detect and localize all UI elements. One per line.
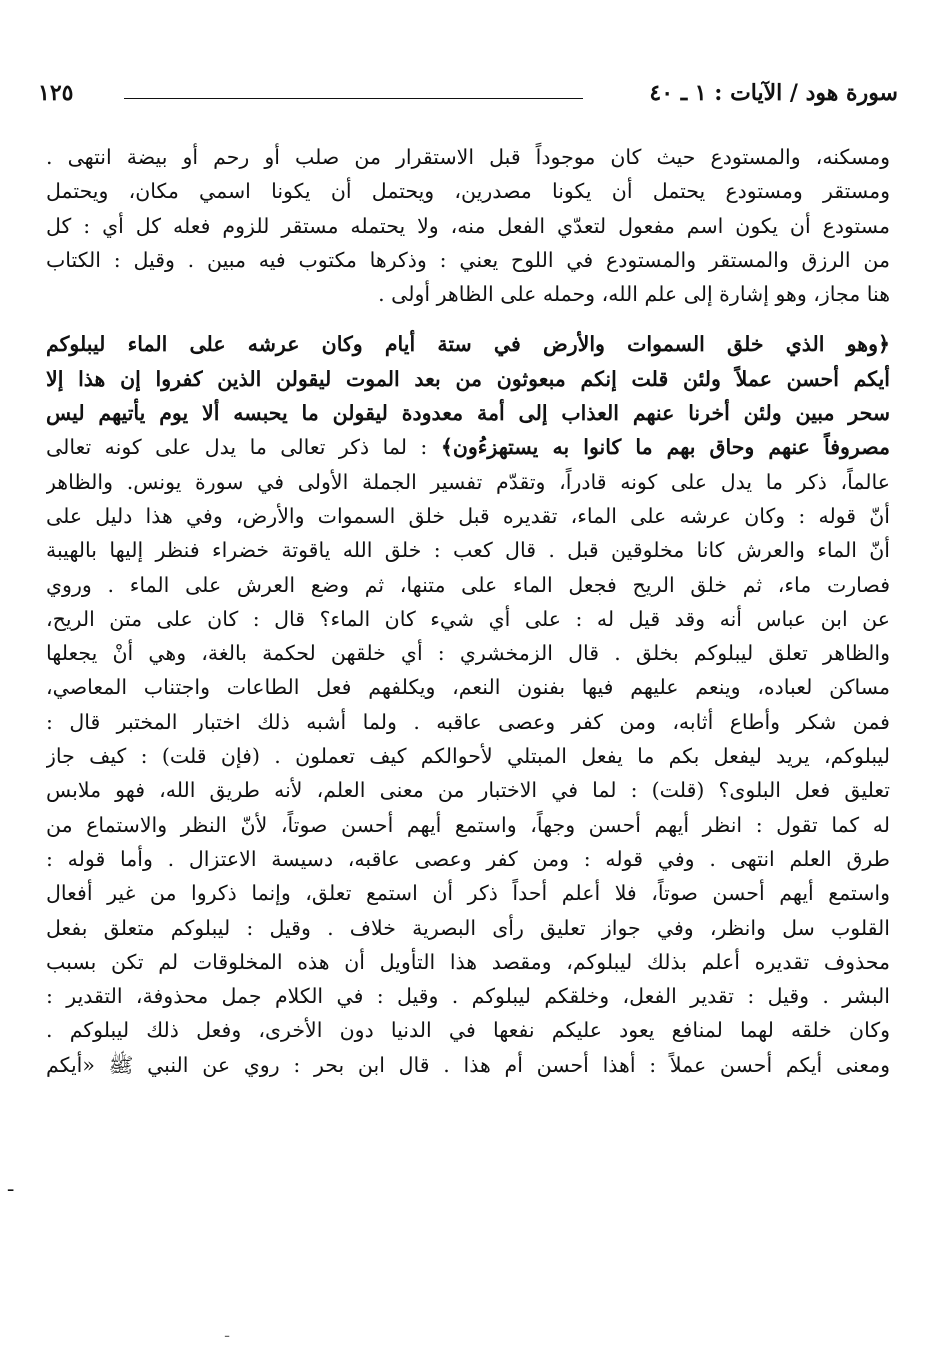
paragraph-1 — [46, 140, 890, 311]
text-line: مساكن لعباده، وينعم عليهم فيها بفنون النعم، ويكلفهم فعل الطاعات واجتناب المعاصي، — [46, 675, 890, 700]
page-number: ١٢٥ — [38, 80, 74, 106]
text-line: ومعنى أيكم أحسن عملاً : أهذا أحسن أم هذا . قال ابن بحر : روي عن النبي ﷺ «أيكم — [46, 1052, 890, 1077]
text-line: واستمع أيهم أحسن صوتاً، فلا أعلم أحداً ذكر أن استمع تعلق، وإنما ذكروا من غير أفعال — [46, 881, 890, 906]
body-text — [46, 140, 890, 1082]
scan-speck: ـ — [225, 1325, 230, 1341]
text-line: عالماً، ذكر ما يدل على كونه قادراً، وتقدّم تفسير الجملة الأولى في سورة يونس. والظاهر — [46, 469, 890, 494]
text-line: ومسكنه، والمستودع حيث كان موجوداً قبل الاستقرار من صلب أو رحم أو بيضة انتهى . — [46, 145, 890, 169]
header-title: سورة هود / الآيات : ١ ـ ٤٠ — [649, 80, 898, 106]
text-line: القلوب سل وانظر، وفي جواز تعليق رأى البصرية خلاف . وقيل : ليبلوكم متعلق بفعل — [46, 915, 890, 940]
header-rule — [124, 98, 583, 99]
paragraph-2 — [46, 327, 890, 1082]
text-line: وكان خلقه لهما لمنافع يعود عليكم نفعها في الدنيا دون الأخرى، وفعل ذلك ليبلوكم . — [46, 1018, 890, 1043]
verse-line: ﴿وهو الذي خلق السموات والأرض في ستة أيام وكان عرشه على الماء ليبلوكم — [46, 332, 890, 357]
text-line: والظاهر تعلق ليبلوكم بخلق . قال الزمخشري : أي خلقهن لحكمة بالغة، وهي أنْ يجعلها — [46, 641, 890, 666]
commentary-fragment: : لما ذكر تعالى ما يدل على كونه تعالى — [46, 435, 441, 460]
text-line: فصارت ماء، ثم خلق الريح فجعل الماء على متنها، ثم وضع العرش على الماء . وروي — [46, 572, 890, 597]
verse-fragment: مصروفاً عنهم وحاق بهم ما كانوا به يستهزءُون﴾ — [440, 435, 890, 460]
text-line: ومستقر ومستودع يحتمل أن يكونا مصدرين، ويحتمل أن يكونا اسمي مكان، ويحتمل — [46, 179, 890, 204]
text-line: أنّ قوله : وكان عرشه على الماء، تقديره قبل خلق السموات والأرض، وفي هذا دليل على — [46, 503, 890, 528]
verse-line: سحر مبين ولئن أخرنا عنهم العذاب إلى أمة معدودة ليقولن ما يحبسه ألا يوم يأتيهم ليس — [46, 401, 890, 426]
text-line: تعليق فعل البلوى؟ (قلت) : لما في الاختبار من معنى العلم، لأنه طريق الله، فهو ملابس — [46, 778, 890, 803]
mixed-line — [46, 430, 890, 464]
text-line: مستودع أن يكون اسم مفعول لتعدّي الفعل منه، ولا يحتمله مستقر للزوم فعله كل أي : كل — [46, 213, 890, 238]
text-line: له كما تقول : انظر أيهم أحسن وجهاً، واستمع أيهم أحسن صوتاً، لأنّ النظر والاستماع من — [46, 812, 890, 837]
text-line: أنّ الماء والعرش كانا مخلوقين قبل . قال كعب : خلق الله ياقوتة خضراء فنظر إليها بالهيبة — [46, 538, 890, 563]
running-header — [38, 80, 898, 114]
text-line: محذوف تقديره أعلم بذلك ليبلوكم، ومقصد هذا التأويل أن هذه المخلوقات لم تكن بسبب — [46, 949, 890, 974]
text-line: من الرزق والمستقر والمستودع في اللوح يعني : وذكرها مكتوب فيه مبين . وقيل : الكتاب — [46, 247, 890, 272]
text-line: عن ابن عباس أنه وقد قيل له : على أي شيء كان الماء؟ قال : كان على متن الريح، — [46, 606, 890, 631]
text-line: ليبلوكم، يريد ليفعل بكم ما يفعل المبتلي لأحوالكم كيف تعملون . (فإن قلت) : كيف جاز — [46, 744, 890, 769]
text-line: هنا مجاز، وهو إشارة إلى علم الله، وحمله على الظاهر أولى . — [378, 282, 890, 307]
text-line: فمن شكر وأطاع أثابه، ومن كفر وعصى عاقبه . ولما أشبه ذلك اختبار المختبر قال : — [46, 709, 890, 734]
verse-line: أيكم أحسن عملاً ولئن قلت إنكم مبعوثون من بعد الموت ليقولن الذين كفروا إن هذا إلا — [46, 366, 890, 391]
margin-hyphen-mark: ـ — [8, 1175, 14, 1196]
text-line: البشر . وقيل : تقدير الفعل، وخلقكم ليبلوكم . وقيل : في الكلام جمل محذوفة، التقدير : — [46, 984, 890, 1009]
text-line: طرق العلم انتهى . وفي قوله : ومن كفر وعصى عاقبه، دسيسة الاعتزال . وأما قوله : — [46, 846, 890, 871]
